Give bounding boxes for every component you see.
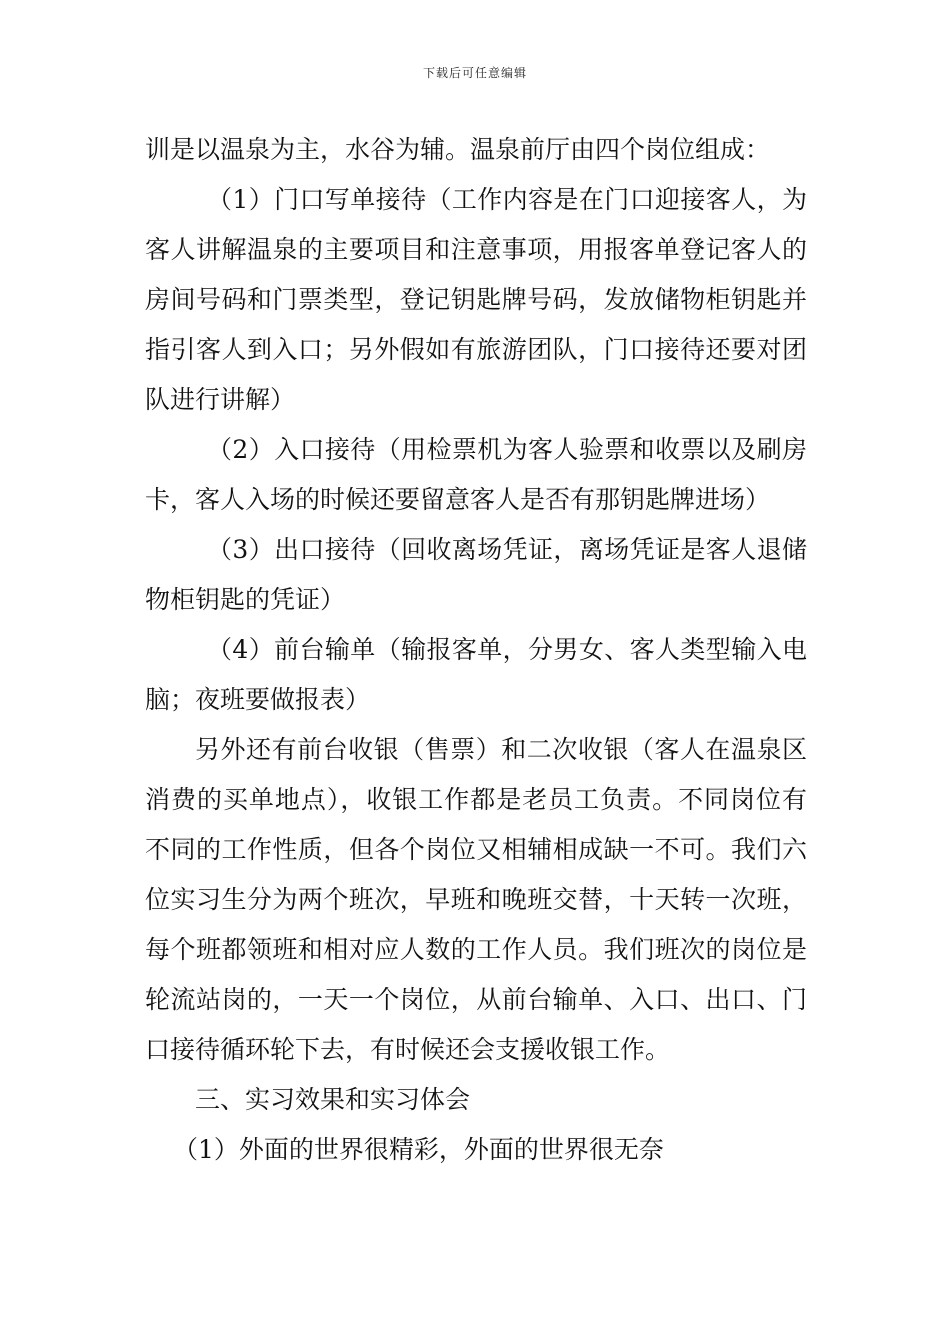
page-header: 下载后可任意编辑 — [422, 66, 527, 80]
paragraph-entrance-reception: （2）入口接待（用检票机为客人验票和收票以及刷房卡，客人入场的时候还要留意客人是否有那钥匙牌进场） — [145, 435, 807, 514]
paragraph-front-desk-input: （4）前台输单（输报客单，分男女、客人类型输入电脑；夜班要做报表） — [145, 635, 807, 714]
paragraph-cashier-shifts: 另外还有前台收银（售票）和二次收银（客人在温泉区消费的买单地点），收银工作都是老员工负责。不同岗位有不同的工作性质，但各个岗位又相辅相成缺一不可。我们六位实习生分为两个班次，早班和晚班交替，十天转一次班，每个班都领班和相对应人数的工作人员。我们班次的岗位是轮流站岗的，一天一个岗位，从前台输单、入口、出口、门口接待循环轮下去，有时候还会支援收银工作。 — [145, 735, 807, 1064]
paragraph-intro: 训是以温泉为主，水谷为辅。温泉前厅由四个岗位组成： — [145, 135, 771, 164]
document-body — [145, 125, 807, 1175]
paragraph-exit-reception: （3）出口接待（回收离场凭证，离场凭证是客人退储物柜钥匙的凭证） — [145, 535, 807, 614]
section-heading-results: 三、实习效果和实习体会 — [195, 1085, 471, 1114]
subheading-outside-world: （1）外面的世界很精彩，外面的世界很无奈 — [173, 1135, 664, 1164]
paragraph-door-reception: （1）门口写单接待（工作内容是在门口迎接客人，为客人讲解温泉的主要项目和注意事项，用报客单登记客人的房间号码和门票类型，登记钥匙牌号码，发放储物柜钥匙并指引客人到入口；另外假如有旅游团队，门口接待还要对团队进行讲解） — [145, 185, 807, 414]
